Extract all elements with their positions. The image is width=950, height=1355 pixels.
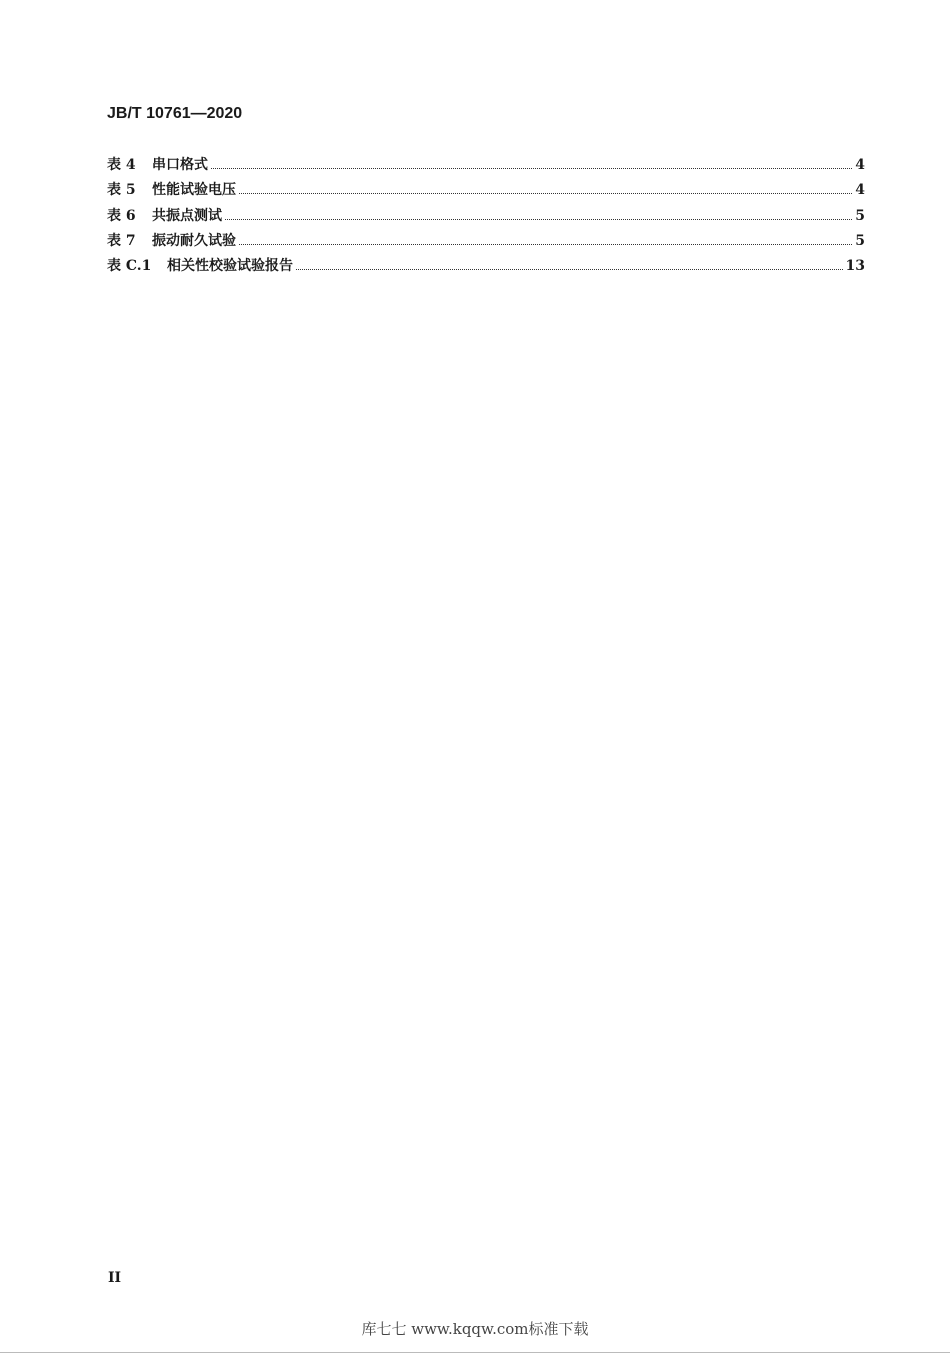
toc-entry-label: 表 4 xyxy=(107,157,136,173)
toc-entry[interactable] xyxy=(107,205,865,230)
toc-entry-title: 串口格式 xyxy=(152,157,208,173)
standard-number: JB/T 10761—2020 xyxy=(107,105,243,122)
toc-entry-title: 性能试验电压 xyxy=(152,182,236,199)
toc-leader-dots xyxy=(225,218,852,220)
toc-entry-title: 相关性校验试验报告 xyxy=(167,258,293,275)
site-watermark: 库七七 www.kqqw.com标准下载 xyxy=(361,1320,589,1338)
toc-entry[interactable] xyxy=(107,230,865,255)
toc-entry-label: 表 C.1 xyxy=(107,258,152,275)
toc-leader-dots xyxy=(296,268,843,270)
toc-entry-page: 13 xyxy=(845,258,865,275)
toc-leader-dots xyxy=(239,243,852,245)
toc-entry-title: 振动耐久试验 xyxy=(152,232,236,249)
toc-entry-page: 5 xyxy=(855,207,865,224)
toc-entry[interactable] xyxy=(107,255,865,280)
toc-entry-label: 表 7 xyxy=(107,232,136,249)
toc-entry-label: 表 5 xyxy=(107,182,136,199)
toc-entry-title: 共振点测试 xyxy=(152,207,222,224)
toc-entry-page: 4 xyxy=(855,182,865,199)
page-number: II xyxy=(108,1270,122,1286)
toc-entry[interactable] xyxy=(107,154,865,179)
toc-entry-page: 5 xyxy=(855,232,865,249)
toc-entry-label: 表 6 xyxy=(107,207,136,224)
bottom-divider xyxy=(0,1352,950,1353)
toc-leader-dots xyxy=(211,167,852,169)
table-list xyxy=(107,154,865,280)
toc-entry[interactable] xyxy=(107,179,865,204)
toc-leader-dots xyxy=(239,192,852,194)
toc-entry-page: 4 xyxy=(855,157,865,173)
